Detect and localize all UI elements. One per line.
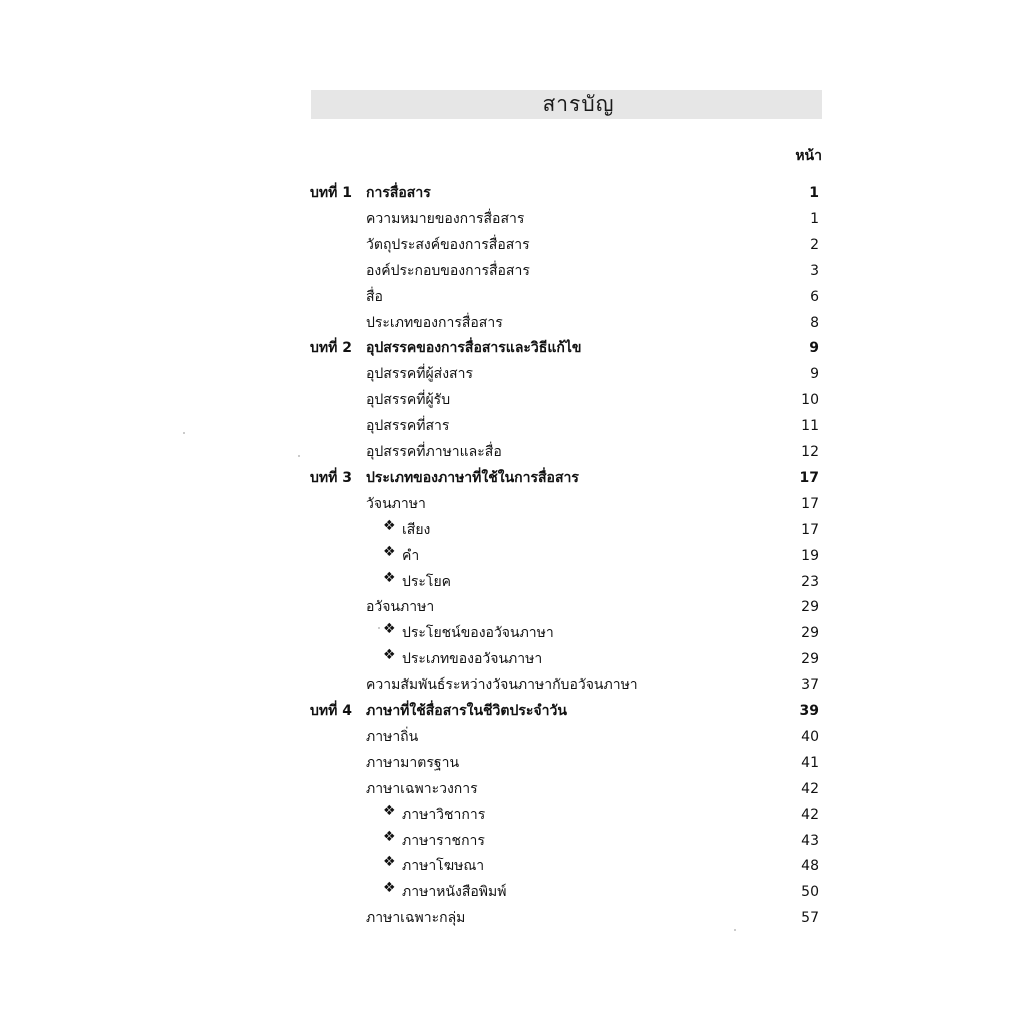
page-title: สารบัญ [542,92,615,116]
page-number: 29 [801,651,819,668]
entry-label: วัจนภาษา [366,495,426,512]
page-number: 57 [801,910,819,927]
section-row [0,489,1024,515]
section-row [0,256,1024,282]
chapter-row [0,463,1024,489]
diamond-bullet-icon: ❖ [383,517,396,534]
section-row [0,722,1024,748]
subsection-row [0,541,1024,567]
diamond-bullet-icon: ❖ [383,621,396,638]
diamond-bullet-icon: ❖ [383,854,396,871]
entry-label: อุปสรรคที่ผู้รับ [366,392,451,409]
scan-speck [378,627,380,629]
subsection-row [0,515,1024,541]
page-number: 29 [801,625,819,642]
entry-label: ภาษาวิชาการ [402,806,486,823]
subsection-row [0,644,1024,670]
chapter-number: บทที่ 1 [310,185,352,201]
entry-label: ภาษามาตรฐาน [366,754,460,771]
subsection-row [0,567,1024,593]
entry-label: ความสัมพันธ์ระหว่างวัจนภาษากับอวัจนภาษา [366,677,638,694]
subsection-row [0,851,1024,877]
entry-label: ความหมายของการสื่อสาร [366,210,525,227]
page-number: 17 [801,521,819,538]
entry-label: อุปสรรคที่สาร [366,418,450,435]
page-number: 43 [801,832,819,849]
diamond-bullet-icon: ❖ [383,802,396,819]
page-number: 29 [801,599,819,616]
subsection-row [0,800,1024,826]
page-number: 3 [810,262,819,279]
page-number: 42 [801,806,819,823]
section-row [0,230,1024,256]
entry-label: องค์ประกอบของการสื่อสาร [366,262,530,279]
page-number: 50 [801,884,819,901]
entry-label: การสื่อสาร [366,185,431,201]
subsection-row [0,877,1024,903]
page-number: 17 [801,495,819,512]
page-number: 19 [801,547,819,564]
scan-speck [734,929,736,931]
page-number: 37 [801,677,819,694]
diamond-bullet-icon: ❖ [383,647,396,664]
entry-label: ประเภทของการสื่อสาร [366,314,503,331]
chapter-row [0,696,1024,722]
section-row [0,903,1024,929]
page-number: 11 [801,418,819,435]
page-number: 9 [810,366,819,383]
entry-label: อุปสรรคที่ผู้ส่งสาร [366,366,473,383]
section-row [0,774,1024,800]
entry-label: อุปสรรคที่ภาษาและสื่อ [366,444,502,460]
entry-label: ประเภทของภาษาที่ใช้ในการสื่อสาร [366,469,579,486]
page-number: 12 [801,444,819,460]
diamond-bullet-icon: ❖ [383,828,396,845]
page-number: 8 [810,314,819,331]
entry-label: ประเภทของอวัจนภาษา [402,651,543,668]
scan-speck [183,432,185,434]
entry-label: ภาษาราชการ [402,832,485,849]
page-number: 2 [810,236,819,253]
section-row [0,748,1024,774]
subsection-row [0,826,1024,852]
page-number: 1 [810,210,819,227]
entry-label: เสียง [402,521,431,538]
entry-label: ประโยชน์ของอวัจนภาษา [402,625,554,642]
entry-label: อุปสรรคของการสื่อสารและวิธีแก้ไข [366,340,582,357]
section-row [0,385,1024,411]
section-row [0,437,1024,463]
entry-label: ภาษาหนังสือพิมพ์ [402,884,507,901]
scan-speck [298,455,300,457]
chapter-row [0,333,1024,359]
page-number: 10 [801,392,819,409]
section-row [0,670,1024,696]
section-row [0,592,1024,618]
page-column-heading: หน้า [795,148,822,164]
section-row [0,411,1024,437]
page-number: 42 [801,780,819,797]
entry-label: ประโยค [402,573,452,590]
page-number: 39 [799,703,819,719]
page-number: 48 [801,858,819,875]
diamond-bullet-icon: ❖ [383,880,396,897]
entry-label: ภาษาเฉพาะวงการ [366,780,478,797]
entry-label: ภาษาโฆษณา [402,858,485,875]
section-row [0,204,1024,230]
subsection-row [0,618,1024,644]
page-number: 9 [809,340,819,357]
entry-label: ภาษาถิ่น [366,728,419,745]
chapter-number: บทที่ 4 [310,703,352,719]
diamond-bullet-icon: ❖ [383,569,396,586]
entry-label: สื่อ [366,288,383,305]
page-number: 41 [801,754,819,771]
page-number: 40 [801,728,819,745]
entry-label: อวัจนภาษา [366,599,435,616]
entry-label: คำ [402,547,420,564]
entry-label: ภาษาเฉพาะกลุ่ม [366,910,466,927]
entry-label: ภาษาที่ใช้สื่อสารในชีวิตประจำวัน [366,703,567,719]
page-number: 17 [799,469,819,486]
section-row [0,308,1024,334]
section-row [0,359,1024,385]
section-row [0,282,1024,308]
page-number: 6 [810,288,819,305]
page-number: 23 [801,573,819,590]
diamond-bullet-icon: ❖ [383,543,396,560]
page-number: 1 [809,185,819,201]
entry-label: วัตถุประสงค์ของการสื่อสาร [366,236,530,253]
chapter-number: บทที่ 3 [310,469,352,486]
chapter-row [0,178,1024,204]
chapter-number: บทที่ 2 [310,340,352,357]
